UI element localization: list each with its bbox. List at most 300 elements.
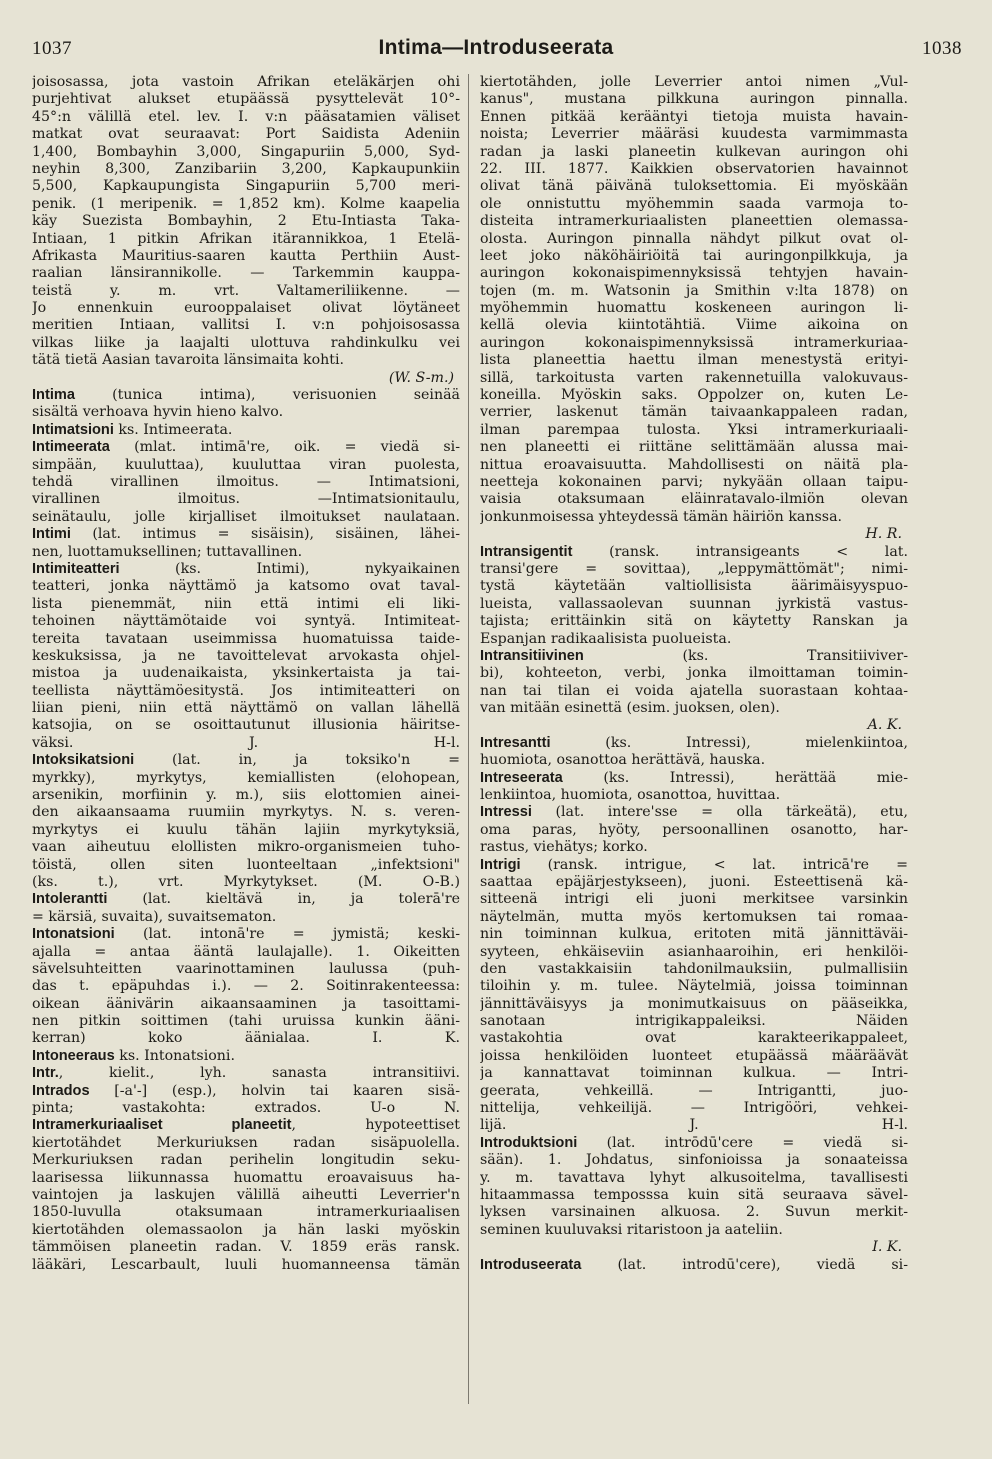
line-text: lyksen varsinainen alkuosa. 2. Suvun merkit-: [480, 1204, 908, 1221]
page-header: [0, 0, 992, 62]
line-text: noista; Leverrier määräsi kuudesta varmimmasta: [480, 126, 908, 143]
right-column-line: [480, 248, 908, 265]
right-column-line: [480, 804, 908, 821]
left-column-line: [32, 300, 460, 317]
right-column-line: [480, 857, 908, 874]
left-column-line: [32, 1065, 460, 1082]
left-column-line: [32, 144, 460, 161]
left-column-line: [32, 578, 460, 595]
right-column-line: [480, 1152, 908, 1169]
line-text: bi), kohteeton, verbi, jonka ilmoittaman toimin-: [480, 665, 908, 682]
running-head: Intima—Introduseerata: [378, 36, 614, 59]
line-text: 45°:n välillä etel. lev. I. v:n pääsatamien väliset: [32, 108, 460, 125]
left-column-line: [32, 439, 460, 456]
line-text: tehdä virallinen ilmoitus. — Intimatsioni,: [32, 473, 460, 490]
left-page-number: 1037: [32, 38, 72, 59]
left-column-line: [32, 544, 460, 561]
right-column-line: [480, 1257, 908, 1274]
line-text: katsojia, on se osoittautunut illusionia häiritse-: [32, 717, 460, 734]
left-column-line: [32, 1170, 460, 1187]
line-text: (ks. Transitiiviver-: [583, 647, 908, 664]
left-column-line: [32, 509, 460, 526]
left-column-line: [32, 735, 460, 752]
line-text: nittelija, vehkeilijä. — Intrigööri, vehkei-: [480, 1100, 908, 1117]
line-text: sään). 1. Johdatus, sinfonioissa ja sonaateissa: [480, 1152, 908, 1169]
line-text: den aikaansaama ruumiin myrkytys. N. s. veren-: [32, 804, 460, 821]
line-text: [-a'-] (esp.), holvin tai kaaren sisä-: [89, 1082, 460, 1099]
line-text: nin toiminnan kulkua, eritoten mitä jännittäväi-: [480, 926, 908, 943]
right-column-line: [480, 1222, 908, 1239]
line-text: (mlat. intimā're, oik. = viedä si-: [109, 439, 460, 456]
right-column-line: [480, 752, 908, 769]
left-column-line: [32, 770, 460, 787]
line-text: (ks. Intimi), nykyaikainen: [119, 560, 460, 577]
line-text: tätä tietä Aasian tavaroita länsimaita kohti.: [32, 352, 345, 369]
left-column-line: [32, 422, 460, 439]
right-column-line: [480, 735, 908, 752]
left-column-line: [32, 804, 460, 821]
right-column-line: [480, 126, 908, 143]
left-column-line: [32, 926, 460, 943]
line-text: mistoa ja uudenaikaista, yksinkertaista ja tai-: [32, 665, 460, 682]
right-column-line: [480, 978, 908, 995]
left-column-line: [32, 1048, 460, 1065]
left-column-line: [32, 196, 460, 213]
left-column-line: [32, 161, 460, 178]
line-text: y. m. tavattava lyhyt alkusoitelma, tavallisesti: [480, 1169, 908, 1186]
right-column-line: [480, 613, 908, 630]
left-column-line: [32, 352, 460, 369]
right-column-line: [480, 787, 908, 804]
right-column-line: [480, 161, 908, 178]
line-text: liian pieni, niin että näyttämö on vallan lähellä: [32, 700, 460, 717]
right-column-line: [480, 1117, 908, 1134]
line-text: syyteen, ehkäiseviin asianhaaroihin, eri henkilöi-: [480, 943, 908, 960]
entry-headword: Intransitiivinen: [480, 647, 584, 664]
right-column-line: [480, 578, 908, 595]
line-text: das t. epäpuhdas i.). — 2. Soitinrakenteessa:: [32, 978, 460, 995]
line-text: laarisessa liikunnassa huomattu eroavaisuus ha-: [32, 1169, 460, 1186]
line-text: purjehtivat alukset etupäässä pysyttelevät 10°-: [32, 91, 460, 108]
right-column-line: [480, 874, 908, 891]
line-text: 22. III. 1877. Kaikkien observatorien havainnot: [480, 160, 908, 177]
line-text: ilman parempaa tulosta. Yksi intramerkuriaali-: [480, 421, 908, 438]
line-text: ja kannattavat toiminnan kulkua. — Intri-: [480, 1065, 908, 1082]
entry-headword: Introduseerata: [480, 1256, 582, 1273]
left-column-line: [32, 752, 460, 769]
left-column-line: [32, 126, 460, 143]
left-column-line: [32, 874, 460, 891]
entry-headword: Intimi: [32, 526, 71, 543]
right-column-line: [480, 213, 908, 230]
left-column-line: [32, 387, 460, 404]
right-column-line: [480, 961, 908, 978]
right-column-line: [480, 491, 908, 508]
line-text: Jo ennenkuin eurooppalaiset olivat löytäneet: [32, 300, 460, 317]
line-text: vaintojen ja laskujen välillä aiheutti Leverrier'n: [32, 1187, 460, 1203]
right-column-line: [480, 1204, 908, 1221]
line-text: huomiota, osanottoa herättävä, hauska.: [480, 752, 766, 769]
line-text: vaisia otaksumaan eläinratavalo-ilmiön olevan: [480, 491, 908, 508]
left-column-line: [32, 909, 460, 926]
left-column-line: [32, 526, 460, 543]
line-text: sanotaan intrigikappaleiksi. Näiden: [480, 1013, 908, 1030]
left-column-line: [32, 231, 460, 248]
right-column-line: [480, 1135, 908, 1152]
line-text: näytelmän, mutta myös kertomuksen tai romaa-: [480, 908, 908, 925]
left-column-line: [32, 335, 460, 352]
right-column-line: [480, 1170, 908, 1187]
line-text: nen planeetti ei riittäne selittämään alussa mai-: [480, 439, 908, 456]
line-text: I. K.: [872, 1239, 902, 1256]
right-column-line: [480, 370, 908, 387]
entry-headword: Intrigi: [480, 856, 521, 873]
left-column-line: [32, 822, 460, 839]
line-text: meritien Intiaan, vallitsi I. v:n pohjoisosassa: [32, 317, 460, 334]
line-text: oma paras, hyöty, persoonallinen osanotto, har-: [480, 821, 908, 838]
line-text: auringon kokonaispimennyksissä intramerkuriaa-: [480, 334, 908, 351]
line-text: seminen kuuluvaksi ritaristoon ja aateliin.: [480, 1221, 783, 1238]
right-column-line: [480, 352, 908, 369]
right-column-line: [480, 1083, 908, 1100]
right-column-line: [480, 509, 908, 526]
line-text: keskuksissa, ja ne tavoittelevat arvokasta ohjel-: [32, 647, 460, 664]
right-column-line: [480, 422, 908, 439]
line-text: 1850-luvulla otaksumaan intramerkuriaalisen: [32, 1204, 460, 1221]
entry-headword: Intressi: [480, 804, 532, 821]
line-text: neetteja kokonainen parvi; nykyään ollaan taipu-: [480, 473, 908, 490]
entry-headword: Intramerkuriaaliset planeetit: [32, 1117, 292, 1134]
line-text: nittua eroavaisuutta. Mahdollisesti on näitä pla-: [480, 456, 908, 473]
line-text: transi'gere = sovittaa), „leppymättömät"; nimi-: [480, 560, 908, 577]
entry-headword: Intresantti: [480, 734, 551, 751]
line-text: matkat ovat seuraavat: Port Saidista Adeniin: [32, 126, 460, 143]
left-column-line: [32, 265, 460, 282]
left-column-line: [32, 370, 460, 387]
left-column-line: [32, 1222, 460, 1239]
line-text: vilkas liike ja laajalti ulottuva rahdinkulku vei: [32, 334, 460, 351]
line-text: väksi. J. H-l.: [32, 734, 460, 751]
right-column-line: [480, 231, 908, 248]
right-column-line: [480, 439, 908, 456]
line-text: virallinen ilmoitus. —Intimatsionitaulu,: [32, 491, 460, 508]
right-column-line: [480, 1013, 908, 1030]
right-column-line: [480, 404, 908, 421]
left-column-line: [32, 665, 460, 682]
line-text: sitteenä intrigi eli juoni merkitsee varsinkin: [480, 891, 908, 908]
left-column-line: [32, 91, 460, 108]
left-column-line: [32, 717, 460, 734]
column-divider: [468, 74, 469, 1404]
line-text: ajalla = antaa ääntä laulajalle). 1. Oikeitten: [32, 943, 460, 960]
entry-headword: Intimatsioni: [32, 421, 114, 438]
right-column-line: [480, 265, 908, 282]
line-text: (lat. introdū'cere), viedä si-: [581, 1256, 908, 1273]
left-column-line: [32, 596, 460, 613]
line-text: rastus, viehätys; korko.: [480, 839, 648, 856]
right-column-line: [480, 457, 908, 474]
line-text: kiertotähdet Merkuriuksen radan sisäpuolella.: [32, 1134, 460, 1151]
left-column-line: [32, 1257, 460, 1274]
right-column-line: [480, 74, 908, 91]
left-column-line: [32, 857, 460, 874]
left-column-line: [32, 74, 460, 91]
right-column-line: [480, 178, 908, 195]
entry-headword: Intonatsioni: [32, 926, 115, 943]
line-text: sillä, tarkoitusta varten rakennetuilla valokuvaus-: [480, 369, 908, 386]
line-text: kiertotähden, jolle Leverrier antoi nimen „Vul-: [480, 74, 908, 90]
line-text: kerran) koko äänialaa. I. K.: [32, 1030, 460, 1047]
left-column-line: [32, 491, 460, 508]
line-text: Intiaan, 1 pitkin Afrikan itärannikkoa, 1 Etelä-: [32, 230, 460, 247]
right-column-line: [480, 474, 908, 491]
line-text: (lat. intonā're = jymistä; keski-: [114, 926, 460, 943]
line-text: 5,500, Kapkaupungista Singapuriin 5,700 meri-: [32, 178, 460, 195]
line-text: arsenikin, morfiinin y. m.), siis elottomien ainei-: [32, 787, 460, 804]
line-text: olivat tänä päivänä tuloksettomia. Ei myöskään: [480, 178, 908, 195]
line-text: lääkäri, Lescarbault, luuli huomanneensa tämän: [32, 1256, 460, 1273]
line-text: lista pienemmät, niin että intimi eli liki-: [32, 595, 460, 612]
line-text: kanus", mustana pilkkuna auringon pinnalla.: [480, 91, 908, 108]
right-column-line: [480, 683, 908, 700]
line-text: (lat. kieltävä in, ja tolerā're: [107, 891, 460, 908]
left-column: [32, 74, 460, 1274]
entry-headword: Intrados: [32, 1082, 90, 1099]
line-text: radan ja laski planeetin kulkevan auringon ohi: [480, 143, 908, 160]
left-column-line: [32, 178, 460, 195]
left-column-line: [32, 1187, 460, 1204]
line-text: sävelsuhteitten vaarinottaminen laulussa (puh-: [32, 960, 460, 977]
line-text: myöhemmin huomattu koskeneen auringon li-: [480, 300, 908, 317]
line-text: (W. S-m.): [388, 369, 454, 386]
line-text: H. R.: [865, 526, 902, 543]
line-text: (lat. intimus = sisäisin), sisäinen, lähei-: [70, 526, 460, 543]
right-column-line: [480, 1239, 908, 1256]
line-text: tystä käytetään valtiollisista äärimäisyyspuo-: [480, 578, 908, 595]
line-text: lenkiintoa, huomiota, osanottoa, huvittaa.: [480, 787, 781, 804]
left-column-line: [32, 213, 460, 230]
left-column-line: [32, 648, 460, 665]
line-text: töistä, ollen siten luonteeltaan „infektsioni": [32, 856, 460, 873]
left-column-line: [32, 839, 460, 856]
left-column-line: [32, 317, 460, 334]
line-text: disteita intramerkuriaalisten planeettien olemassa-: [480, 213, 908, 230]
line-text: nan tai tilan ei voida ajatella suorastaan kohtaa-: [480, 682, 908, 699]
entry-headword: Intimeerata: [32, 439, 110, 456]
left-column-line: [32, 787, 460, 804]
right-column-line: [480, 387, 908, 404]
entry-headword: Intoneeraus: [32, 1047, 115, 1064]
line-text: ole onnistuttu myöhemmin saada varmoja to-: [480, 195, 908, 212]
left-column-line: [32, 996, 460, 1013]
left-column-line: [32, 1204, 460, 1221]
line-text: (ks. Intressi), mielenkiintoa,: [550, 734, 908, 751]
line-text: (lat. intere'sse = olla tärkeätä), etu,: [531, 804, 908, 821]
right-column-line: [480, 196, 908, 213]
line-text: (ransk. intrigue, < lat. intricā're =: [520, 856, 908, 873]
line-text: kiertotähden olemassaolon ja hän laski myöskin: [32, 1221, 460, 1238]
line-text: Espanjan radikaalisista puolueista.: [480, 630, 732, 647]
right-column: [480, 74, 908, 1274]
left-column-line: [32, 1083, 460, 1100]
left-column-line: [32, 683, 460, 700]
right-column-line: [480, 822, 908, 839]
line-text: den vastakkaisiin tahdonilmauksiin, pulmallisiin: [480, 960, 908, 977]
line-text: auringon kokonaispimennyksissä tehtyjen havain-: [480, 265, 908, 282]
line-text: raalian länsirannikolle. — Tarkemmin kauppa-: [32, 265, 460, 282]
left-column-line: [32, 1100, 460, 1117]
line-text: myrkytys ei kuulu tähän lajiin myrkytyksiä,: [32, 821, 460, 838]
left-column-line: [32, 404, 460, 421]
right-column-line: [480, 144, 908, 161]
line-text: verrier, laskenut tämän taivaankappaleen radan,: [480, 404, 908, 421]
left-column-line: [32, 248, 460, 265]
left-column-line: [32, 474, 460, 491]
left-column-line: [32, 961, 460, 978]
right-column-line: [480, 839, 908, 856]
line-text: jännittäväisyys ja monimutkaisuus on pääseikka,: [480, 995, 908, 1012]
line-text: teellista näyttämöesitystä. Jos intimiteatteri on: [32, 682, 460, 699]
line-text: seinätaulu, jolle kirjalliset ilmoitukset naulataan.: [32, 508, 460, 525]
line-text: vaan aiheutuu elollisten mikro-organismeien tuho-: [32, 839, 460, 856]
line-text: tajista; erittäinkin sitä on käytetty Ranskan ja: [480, 613, 908, 630]
right-column-line: [480, 665, 908, 682]
left-column-line: [32, 891, 460, 908]
line-text: tereita tavataan useimmissa huomatuissa taide-: [32, 630, 460, 647]
line-text: geerata, vehkeillä. — Intrigantti, juo-: [480, 1082, 908, 1099]
right-column-line: [480, 1048, 908, 1065]
line-text: joisosassa, jota vastoin Afrikan eteläkärjen ohi: [32, 74, 460, 90]
line-text: 1,400, Bombayhin 3,000, Singapuriin 5,000, Syd-: [32, 143, 460, 160]
line-text: ks. Intimeerata.: [113, 421, 233, 438]
right-column-line: [480, 926, 908, 943]
line-text: simpään, kuuluttaa), kuuluttaa viran puolesta,: [32, 456, 460, 473]
right-column-line: [480, 1030, 908, 1047]
line-text: (tunica intima), verisuonien seinää: [74, 387, 460, 404]
line-text: tiloihin y. m. tulee. Näytelmiä, joissa toiminnan: [480, 978, 908, 995]
line-text: vastakohtia ovat karakteerikappaleet,: [480, 1030, 908, 1047]
line-text: kellä olevia kiintotähtiä. Viime aikoina on: [480, 317, 908, 334]
line-text: myrkky), myrkytys, kemiallisten (elohopean,: [32, 769, 460, 786]
left-column-line: [32, 1030, 460, 1047]
right-column-line: [480, 526, 908, 543]
right-column-line: [480, 317, 908, 334]
line-text: olosta. Auringon pinnalla nähdyt pilkut ovat ol-: [480, 230, 908, 247]
entry-headword: Intoksikatsioni: [32, 752, 135, 769]
line-text: lijä. J. H-l.: [480, 1117, 908, 1134]
line-text: (ks. Intressi), herättää mie-: [562, 769, 908, 786]
entry-headword: Intreseerata: [480, 769, 563, 786]
right-column-line: [480, 996, 908, 1013]
line-text: penik. (1 meripenik. = 1,852 km). Kolme kaapelia: [32, 195, 460, 212]
right-column-line: [480, 648, 908, 665]
right-column-line: [480, 300, 908, 317]
line-text: (lat. intrōdū'cere = viedä si-: [577, 1134, 908, 1151]
right-column-line: [480, 717, 908, 734]
entry-headword: Intimiteatteri: [32, 560, 120, 577]
line-text: A. K.: [867, 717, 902, 734]
right-column-line: [480, 1187, 908, 1204]
left-column-line: [32, 1239, 460, 1256]
left-column-line: [32, 1117, 460, 1134]
right-column-line: [480, 631, 908, 648]
right-page-number: 1038: [922, 38, 962, 59]
line-text: = kärsiä, suvaita), suvaitsematon.: [32, 908, 277, 925]
right-column-line: [480, 770, 908, 787]
entry-headword: Intransigentit: [480, 543, 573, 560]
line-text: (ks. t.), vrt. Myrkytykset. (M. O-B.): [32, 873, 460, 890]
line-text: nen pitkin soittimen (tahi uruissa kunkin ääni-: [32, 1013, 460, 1030]
right-column-line: [480, 544, 908, 561]
line-text: nen, luottamuksellinen; tuttavallinen.: [32, 543, 303, 560]
line-text: , kielit., lyh. sanasta intransitiivi.: [58, 1065, 460, 1082]
line-text: (ransk. intransigeants < lat.: [572, 543, 908, 560]
line-text: tojen (m. m. Watsonin ja Smithin v:lta 1878) on: [480, 282, 908, 299]
line-text: jonkunmoisessa yhteydessä tämän häiriön kanssa.: [480, 508, 843, 525]
line-text: teatteri, jonka näyttämö ja katsomo ovat taval-: [32, 578, 460, 595]
right-column-line: [480, 700, 908, 717]
left-column-line: [32, 944, 460, 961]
left-column-line: [32, 1135, 460, 1152]
line-text: saattaa epäjärjestykseen), juoni. Esteettisenä kä-: [480, 873, 908, 890]
line-text: teistä y. m. vrt. Valtameriliikenne. —: [32, 282, 460, 299]
line-text: Afrikasta Mauritius-saaren kautta Perthiin Aust-: [32, 247, 460, 264]
right-column-line: [480, 109, 908, 126]
left-column-line: [32, 1152, 460, 1169]
right-column-line: [480, 596, 908, 613]
line-text: Merkuriuksen radan perihelin longitudin seku-: [32, 1152, 460, 1169]
line-text: hitaammassa temposssa kuin sitä seuraava sävel-: [480, 1187, 908, 1203]
left-column-line: [32, 613, 460, 630]
entry-headword: Introduktsioni: [480, 1134, 578, 1151]
left-column-line: [32, 978, 460, 995]
left-column-line: [32, 561, 460, 578]
line-text: Ennen pitkää kerääntyi tietoja muista havain-: [480, 108, 908, 125]
line-text: joissa henkilöiden luonteet etupäässä määräävät: [480, 1047, 908, 1064]
right-column-line: [480, 283, 908, 300]
right-column-line: [480, 909, 908, 926]
right-column-line: [480, 1065, 908, 1082]
line-text: (lat. in, ja toksiko'n =: [134, 752, 460, 769]
line-text: leet joko näköhäiriöitä tai auringonpilkkuja, ja: [480, 247, 908, 264]
entry-headword: Intima: [32, 387, 75, 404]
left-column-line: [32, 109, 460, 126]
line-text: neyhin 8,300, Zanzibariin 3,200, Kapkaupunkiin: [32, 160, 460, 177]
line-text: lueista, vallassaolevan suunnan jyrkistä vastus-: [480, 595, 908, 612]
entry-headword: Intr.: [32, 1065, 59, 1082]
right-column-line: [480, 91, 908, 108]
line-text: sisältä verhoava hyvin hieno kalvo.: [32, 404, 284, 421]
right-column-line: [480, 944, 908, 961]
line-text: ks. Intonatsioni.: [114, 1047, 235, 1064]
left-column-line: [32, 700, 460, 717]
left-column-line: [32, 283, 460, 300]
line-text: käy Suezista Bombayhin, 2 Etu-Intiasta Taka-: [32, 213, 460, 230]
line-text: oikean äänivärin aikaansaaminen ja tasoittami-: [32, 995, 460, 1012]
right-column-line: [480, 335, 908, 352]
line-text: pinta; vastakohta: extrados. U-o N.: [32, 1100, 460, 1117]
line-text: , hypoteettiset: [291, 1117, 460, 1134]
right-column-line: [480, 1100, 908, 1117]
left-column-line: [32, 631, 460, 648]
line-text: van mitään esinettä (esim. juoksen, olen).: [480, 700, 780, 717]
entry-headword: Intolerantti: [32, 891, 108, 908]
line-text: koneilla. Myöskin saks. Oppolzer on, kuten Le-: [480, 387, 908, 404]
right-column-line: [480, 561, 908, 578]
right-column-line: [480, 891, 908, 908]
line-text: tämmöisen planeetin radan. V. 1859 eräs ransk.: [32, 1239, 460, 1256]
line-text: lista planeettia haettu ilman menestystä erityi-: [480, 352, 908, 369]
